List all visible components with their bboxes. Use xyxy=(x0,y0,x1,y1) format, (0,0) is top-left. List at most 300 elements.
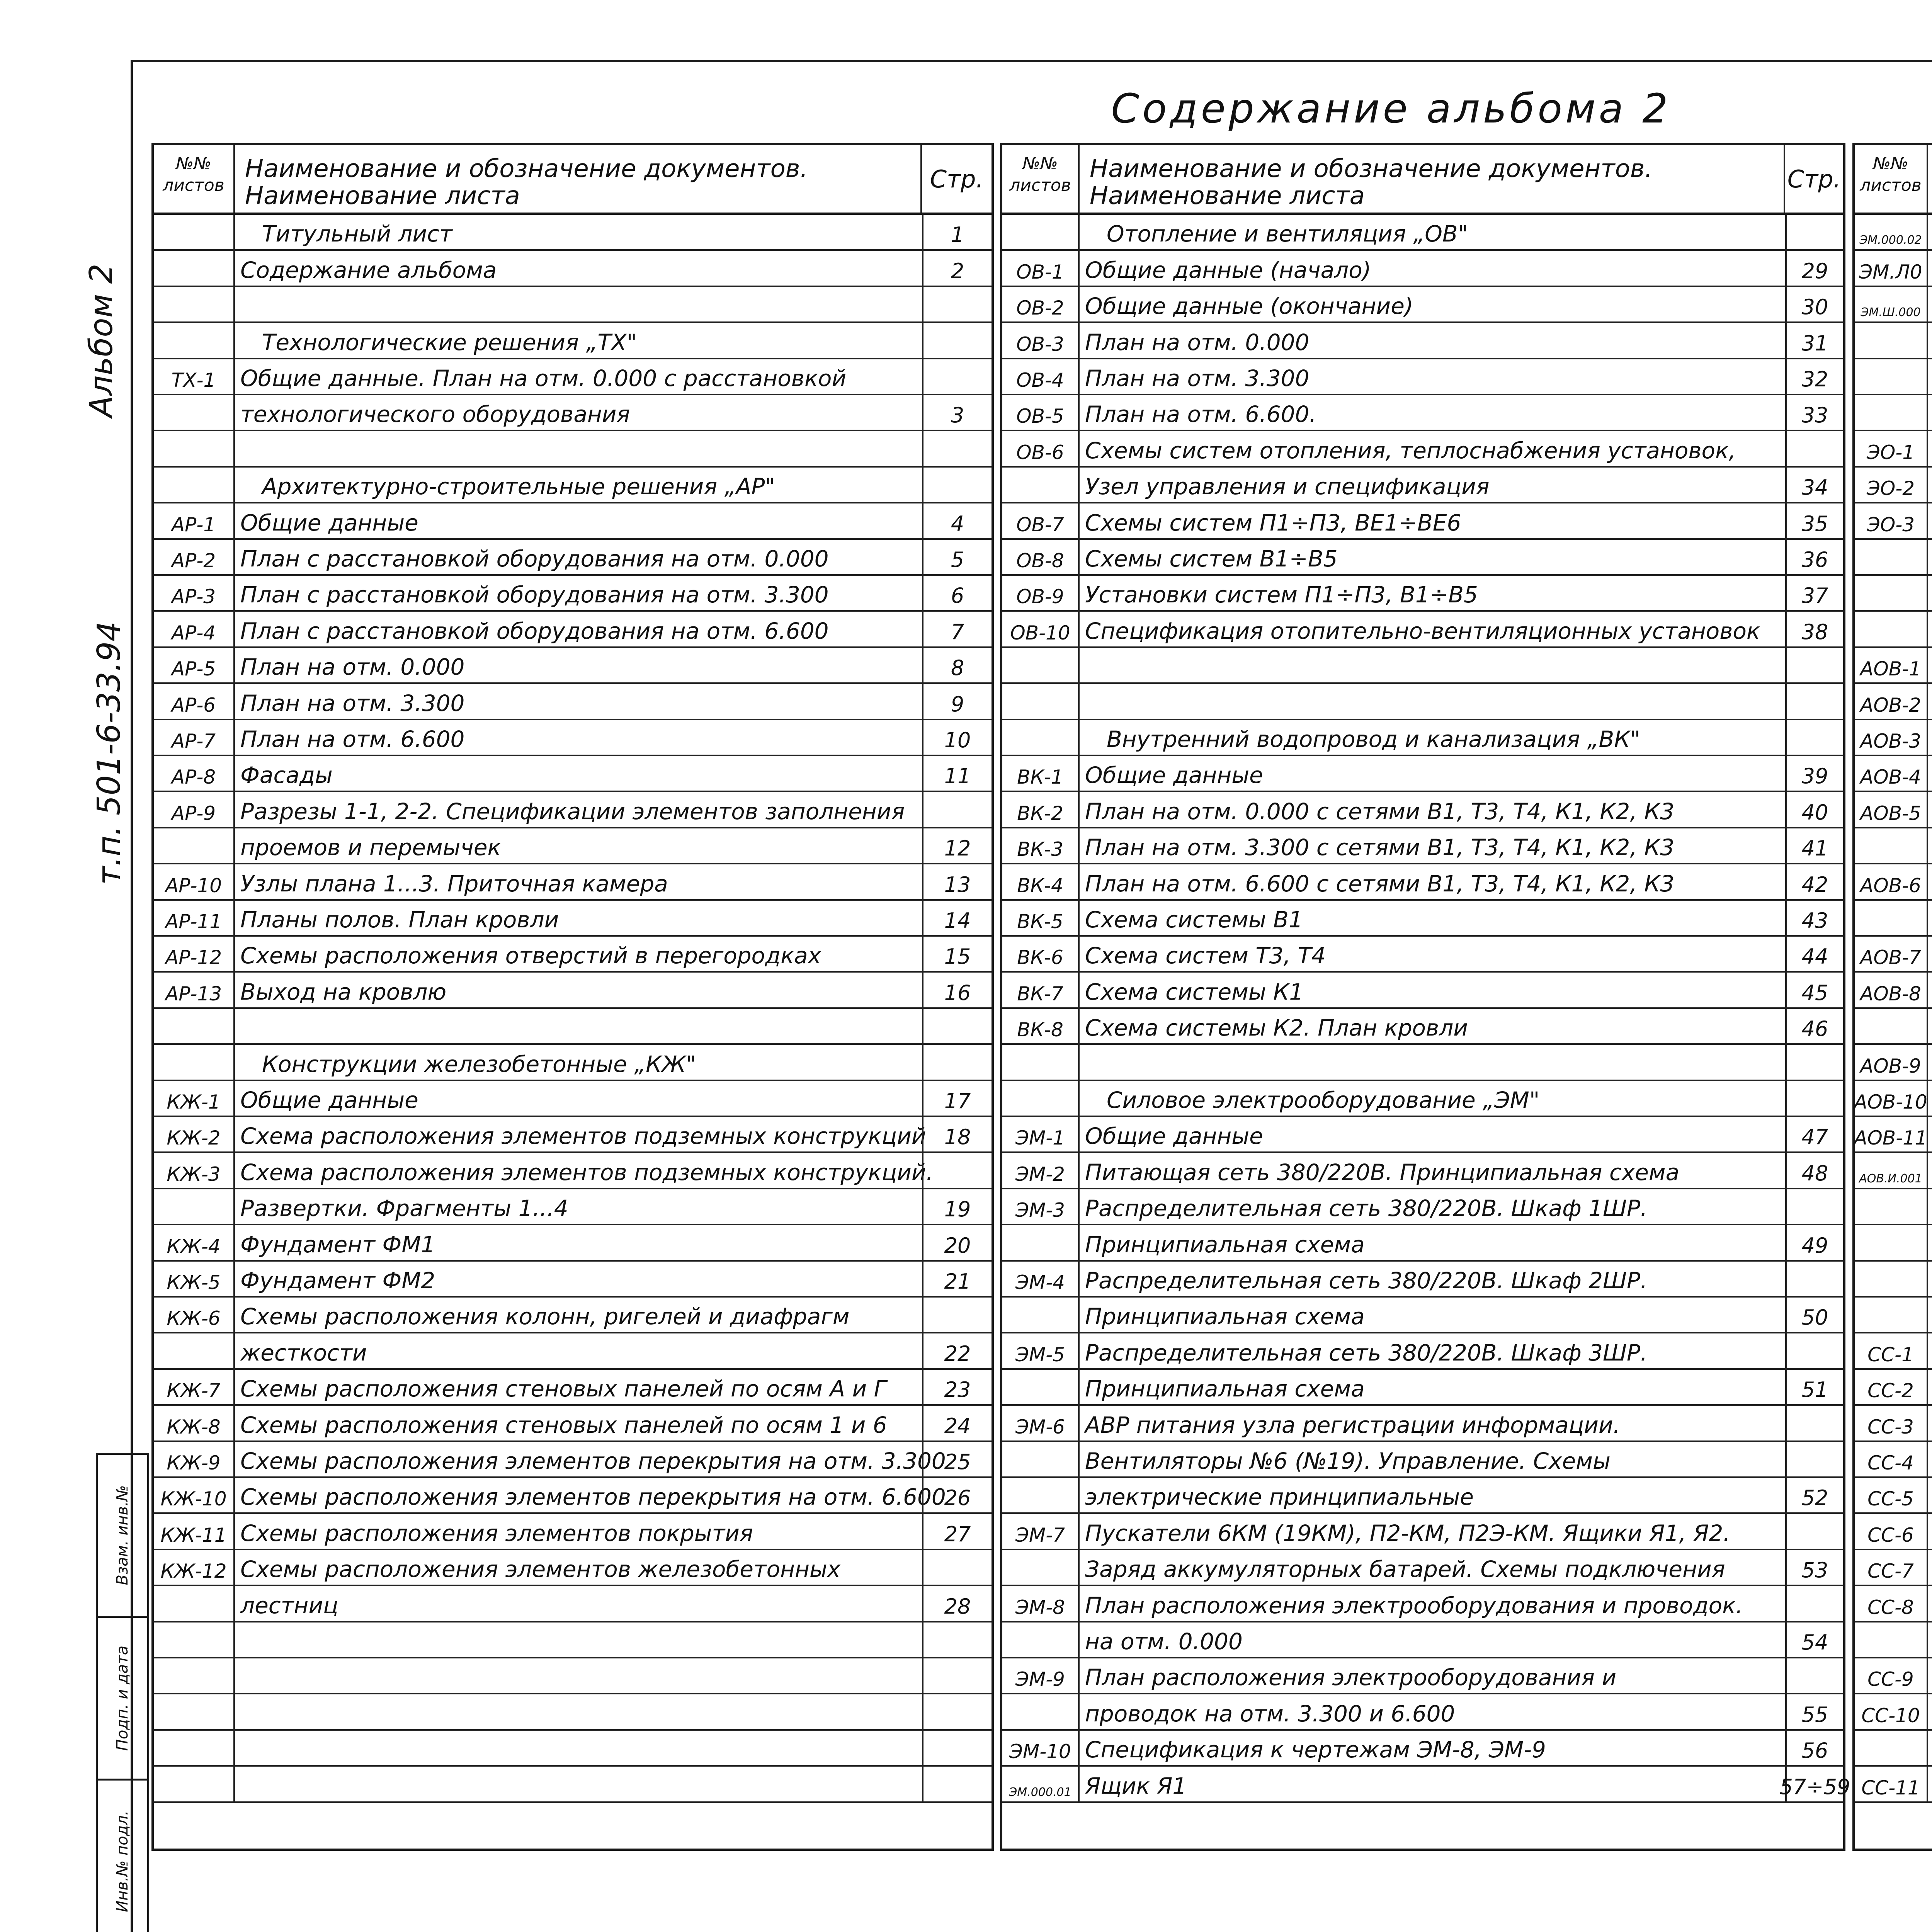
sheet-name: План на отм. 3.300 xyxy=(1085,365,1310,391)
sheet-code: ЭМ.Ш.000 xyxy=(1855,287,1928,321)
sheet-name xyxy=(1928,503,1932,538)
page-ref xyxy=(922,1694,992,1729)
table-row xyxy=(1002,1298,1843,1333)
sheet-code xyxy=(1855,323,1928,357)
table-row xyxy=(1002,1153,1843,1189)
sheet-code xyxy=(1002,1694,1080,1729)
page-ref xyxy=(1785,1586,1843,1621)
page-ref: 42 xyxy=(1785,864,1843,899)
sheet-code: КЖ-5 xyxy=(154,1262,235,1296)
sheet-name xyxy=(1080,1045,1785,1079)
sheet-code xyxy=(154,1189,235,1224)
table-row xyxy=(154,431,992,467)
table-row xyxy=(1855,1406,1932,1442)
sheet-name: Заряд аккумуляторных батарей. Схемы подключения xyxy=(1085,1556,1725,1583)
table-row xyxy=(1855,1009,1932,1045)
sheet-code xyxy=(1855,1262,1928,1296)
table-row xyxy=(154,901,992,937)
table-row xyxy=(1002,1406,1843,1442)
sheet-code xyxy=(1002,1045,1080,1079)
sheet-name: План с расстановкой оборудования на отм. 3.300 xyxy=(240,582,829,608)
section-title-row xyxy=(1002,215,1843,251)
table-row xyxy=(1002,395,1843,431)
table-row xyxy=(1855,937,1932,973)
table-row xyxy=(1855,1442,1932,1478)
table-row xyxy=(1855,1370,1932,1406)
sheet-name xyxy=(1928,612,1932,646)
sheet-name: Распределительная сеть 380/220В. Шкаф 3ШР. xyxy=(1085,1339,1648,1366)
sheet-code: ВК-1 xyxy=(1002,756,1080,791)
sheet-code: АР-5 xyxy=(154,648,235,682)
table-row xyxy=(1855,1333,1932,1369)
page-ref xyxy=(1785,1045,1843,1079)
sheet-name: Силовое электрооборудование „ЭМ" xyxy=(1107,1087,1540,1113)
table-row xyxy=(154,1370,992,1406)
table-row xyxy=(154,937,992,973)
sheet-name: Планы полов. План кровли xyxy=(240,906,559,933)
sheet-code: АР-4 xyxy=(154,612,235,646)
page-ref xyxy=(922,1009,992,1043)
sheet-name xyxy=(1928,1153,1932,1187)
sheet-code: ОВ-3 xyxy=(1002,323,1080,357)
sheet-name: Общие данные xyxy=(240,509,418,536)
sheet-code: АР-11 xyxy=(154,901,235,935)
sheet-name xyxy=(1928,756,1932,791)
table-row xyxy=(1002,468,1843,503)
sheet-code: ВК-4 xyxy=(1002,864,1080,899)
sheet-name xyxy=(235,1009,922,1043)
page-ref xyxy=(922,1550,992,1585)
sheet-name: Схемы систем П1÷П3, ВЕ1÷ВЕ6 xyxy=(1085,509,1461,536)
sheet-name xyxy=(235,1622,922,1657)
sheet-name: Ящик Я1 xyxy=(1085,1772,1187,1799)
page-ref: 3 xyxy=(922,395,992,430)
sheet-code: СС-8 xyxy=(1855,1586,1928,1621)
sheet-code: КЖ-12 xyxy=(154,1550,235,1585)
section-title-row xyxy=(1855,1298,1932,1333)
sheet-name: Схема расположения элементов подземных конструкций xyxy=(240,1123,926,1150)
contents-table-right xyxy=(1852,143,1932,1851)
table-row xyxy=(154,1117,992,1153)
table-row xyxy=(154,503,992,539)
page-ref: 20 xyxy=(922,1225,992,1260)
table-row xyxy=(1002,359,1843,395)
sheet-name: проводок на отм. 3.300 и 6.600 xyxy=(1085,1700,1455,1727)
sheet-code: ОВ-5 xyxy=(1002,395,1080,430)
table-row xyxy=(1855,792,1932,828)
sheet-code: ОВ-6 xyxy=(1002,431,1080,466)
page-ref: 41 xyxy=(1785,828,1843,863)
sheet-name: Схемы расположения элементов перекрытия на отм. 6.600 xyxy=(240,1484,946,1510)
table-row xyxy=(154,973,992,1009)
page-ref: 45 xyxy=(1785,973,1843,1007)
table-row xyxy=(154,1009,992,1045)
page-ref xyxy=(1785,1333,1843,1368)
table-row xyxy=(1855,684,1932,720)
sheet-name: Разрезы 1-1, 2-2. Спецификации элементов заполнения xyxy=(240,798,905,825)
sheet-name: АВР питания узла регистрации информации. xyxy=(1085,1412,1621,1438)
table-row xyxy=(154,1442,992,1478)
sheet-name xyxy=(1928,828,1932,863)
sheet-code xyxy=(154,431,235,466)
sheet-name: План с расстановкой оборудования на отм. 6.600 xyxy=(240,617,829,644)
table-row xyxy=(1855,1478,1932,1514)
sheet-code: ЭМ-8 xyxy=(1002,1586,1080,1621)
table-row xyxy=(1002,1333,1843,1369)
sheet-name: Распределительная сеть 380/220В. Шкаф 1ШР. xyxy=(1085,1195,1648,1222)
page-ref xyxy=(1785,215,1843,249)
sheet-name: Общие данные. План на отм. 0.000 с расстановкой xyxy=(240,365,847,391)
sheet-code xyxy=(154,323,235,357)
page-ref: 4 xyxy=(922,503,992,538)
sheet-code: АОВ-8 xyxy=(1855,973,1928,1007)
sheet-code xyxy=(1855,828,1928,863)
page-ref: 53 xyxy=(1785,1550,1843,1585)
page-ref: 44 xyxy=(1785,937,1843,971)
page-ref: 7 xyxy=(922,612,992,646)
table-row xyxy=(154,1189,992,1225)
sheet-code xyxy=(1855,1189,1928,1224)
page-ref: 11 xyxy=(922,756,992,791)
sheet-name xyxy=(1928,359,1932,394)
table-row xyxy=(154,540,992,576)
section-title-row xyxy=(1002,720,1843,756)
sheet-code xyxy=(154,1767,235,1801)
sheet-name: План на отм. 6.600. xyxy=(1085,401,1316,428)
stamp-cell xyxy=(98,1618,147,1781)
table-row xyxy=(1855,1189,1932,1225)
section-title-row xyxy=(154,215,992,251)
sheet-code: АР-9 xyxy=(154,792,235,827)
sheet-code xyxy=(1002,1442,1080,1476)
sheet-name: Схема системы К1 xyxy=(1085,978,1304,1005)
sheet-name: Схема систем Т3, Т4 xyxy=(1085,942,1326,969)
sheet-name: Выход на кровлю xyxy=(240,978,447,1005)
sheet-code: АР-12 xyxy=(154,937,235,971)
sheet-name: Технологические решения „ТХ" xyxy=(262,329,637,355)
sheet-code: ЭМ-2 xyxy=(1002,1153,1080,1187)
table-row xyxy=(1002,1189,1843,1225)
sheet-code xyxy=(1002,1081,1080,1116)
sheet-code: СС-3 xyxy=(1855,1406,1928,1440)
sheet-code: ОВ-10 xyxy=(1002,612,1080,646)
sheet-name: Схема системы В1 xyxy=(1085,906,1303,933)
page-ref: 6 xyxy=(922,576,992,610)
table-row xyxy=(154,1153,992,1189)
table-row xyxy=(1002,792,1843,828)
sheet-code: ОВ-1 xyxy=(1002,251,1080,285)
sheet-name: Спецификация к чертежам ЭМ-8, ЭМ-9 xyxy=(1085,1736,1546,1763)
contents-table-middle xyxy=(1000,143,1850,1851)
sheet-code: АР-6 xyxy=(154,684,235,718)
page-ref: 29 xyxy=(1785,251,1843,285)
sheet-name: План расположения электрооборудования и проводок. xyxy=(1085,1592,1743,1619)
page-ref xyxy=(1785,1514,1843,1548)
sheet-code: АОВ.И.001 xyxy=(1855,1153,1928,1187)
sheet-code: КЖ-11 xyxy=(154,1514,235,1548)
sheet-code: КЖ-3 xyxy=(154,1153,235,1187)
sheet-code xyxy=(154,1009,235,1043)
table-row xyxy=(1855,1731,1932,1767)
sheet-code xyxy=(1855,1731,1928,1765)
sheet-name: Титульный лист xyxy=(262,221,452,247)
sheet-name: Узлы плана 1...3. Приточная камера xyxy=(240,870,668,897)
table-row xyxy=(154,1298,992,1333)
sheet-code xyxy=(154,287,235,321)
page-ref: 56 xyxy=(1785,1731,1843,1765)
table-header xyxy=(154,145,992,215)
table-row xyxy=(1002,251,1843,287)
sheet-code: ВК-2 xyxy=(1002,792,1080,827)
sheet-code xyxy=(154,828,235,863)
page-ref xyxy=(1785,1658,1843,1693)
sheet-name xyxy=(1928,1370,1932,1404)
sheet-code: СС-5 xyxy=(1855,1478,1928,1512)
sheet-code xyxy=(154,468,235,502)
table-row xyxy=(1002,973,1843,1009)
page-ref xyxy=(922,1658,992,1693)
sheet-code xyxy=(1855,901,1928,935)
sheet-code xyxy=(1002,468,1080,502)
table-row xyxy=(154,612,992,648)
page-ref xyxy=(922,287,992,321)
page-ref: 55 xyxy=(1785,1694,1843,1729)
sheet-code: ЭМ-10 xyxy=(1002,1731,1080,1765)
sheet-code xyxy=(1002,684,1080,718)
table-row xyxy=(1855,864,1932,900)
sheet-code: ЭМ-9 xyxy=(1002,1658,1080,1693)
sheet-code: АР-8 xyxy=(154,756,235,791)
page-ref: 35 xyxy=(1785,503,1843,538)
page-ref: 14 xyxy=(922,901,992,935)
sheet-code: КЖ-6 xyxy=(154,1298,235,1332)
page-ref xyxy=(1785,1442,1843,1476)
sheet-name xyxy=(1928,1622,1932,1657)
sheet-code: ЭМ-1 xyxy=(1002,1117,1080,1151)
page-ref xyxy=(1785,720,1843,755)
page-ref: 46 xyxy=(1785,1009,1843,1043)
page-ref: 37 xyxy=(1785,576,1843,610)
table-row xyxy=(154,1081,992,1117)
sheet-name: Конструкции железобетонные „КЖ" xyxy=(262,1051,696,1077)
table-row xyxy=(1855,973,1932,1009)
sheet-code: АР-13 xyxy=(154,973,235,1007)
table-row xyxy=(154,576,992,612)
table-row xyxy=(154,1694,992,1730)
sheet-code xyxy=(154,1658,235,1693)
sheet-name: Спецификация отопительно-вентиляционных установок xyxy=(1085,617,1760,644)
page-ref: 30 xyxy=(1785,287,1843,321)
table-row xyxy=(154,359,992,395)
sheet-name: План на отм. 0.000 xyxy=(1085,329,1310,355)
sheet-code xyxy=(154,1045,235,1079)
sheet-name: Общие данные xyxy=(240,1087,418,1113)
table-row xyxy=(154,1225,992,1261)
table-row xyxy=(154,1731,992,1767)
sheet-name xyxy=(235,287,922,321)
sheet-name: Пускатели 6КМ (19КМ), П2-КМ, П2Э-КМ. Ящики Я1, Я2. xyxy=(1085,1520,1730,1546)
sheet-code xyxy=(1002,720,1080,755)
sheet-name xyxy=(1928,720,1932,755)
sheet-name xyxy=(1928,901,1932,935)
page-ref: 8 xyxy=(922,648,992,682)
sheet-code: АР-7 xyxy=(154,720,235,755)
page-ref xyxy=(922,431,992,466)
sheet-code xyxy=(1002,1225,1080,1260)
section-title-row xyxy=(154,323,992,359)
sheet-name xyxy=(1928,1586,1932,1621)
page-ref xyxy=(1785,684,1843,718)
sheet-name xyxy=(1080,684,1785,718)
page-ref xyxy=(922,468,992,502)
sheet-code: КЖ-8 xyxy=(154,1406,235,1440)
table-row xyxy=(154,287,992,323)
table-row xyxy=(1855,1514,1932,1550)
sheet-code: СС-7 xyxy=(1855,1550,1928,1585)
sheet-code: СС-4 xyxy=(1855,1442,1928,1476)
table-row xyxy=(1002,1694,1843,1730)
sheet-name xyxy=(1928,1658,1932,1693)
table-row xyxy=(1002,287,1843,323)
table-row xyxy=(1855,1081,1932,1117)
table-row xyxy=(154,1333,992,1369)
table-row xyxy=(1855,1586,1932,1622)
sheet-code: ОВ-7 xyxy=(1002,503,1080,538)
sheet-code: ОВ-8 xyxy=(1002,540,1080,574)
sheet-code: ОВ-9 xyxy=(1002,576,1080,610)
sheet-name: Схема системы К2. План кровли xyxy=(1085,1015,1468,1041)
sheet-name xyxy=(1928,1081,1932,1116)
stamp-block xyxy=(96,1453,149,1932)
page-title: Содержание альбома 2 xyxy=(1111,85,1671,132)
table-row xyxy=(1855,1694,1932,1730)
table-row xyxy=(1002,612,1843,648)
sheet-name: План на отм. 6.600 xyxy=(240,726,465,752)
sheet-code: АОВ-6 xyxy=(1855,864,1928,899)
table-row xyxy=(154,756,992,792)
sheet-name: электрические принципиальные xyxy=(1085,1484,1474,1510)
header-name-line2: Наименование листа xyxy=(245,182,520,210)
sheet-name: Схемы расположения стеновых панелей по осям 1 и 6 xyxy=(240,1412,887,1438)
table-row xyxy=(1855,1550,1932,1586)
table-row xyxy=(1855,359,1932,395)
sheet-code: ЭО-1 xyxy=(1855,431,1928,466)
page-ref: 1 xyxy=(922,215,992,249)
sheet-code xyxy=(1002,1550,1080,1585)
sheet-name xyxy=(1928,1333,1932,1368)
sheet-code xyxy=(1002,1298,1080,1332)
page-ref: 52 xyxy=(1785,1478,1843,1512)
table-row xyxy=(1855,648,1932,684)
page-ref xyxy=(922,1045,992,1079)
sheet-code xyxy=(154,251,235,285)
table-row xyxy=(1002,1550,1843,1586)
sheet-code: АОВ-9 xyxy=(1855,1045,1928,1079)
table-row xyxy=(1855,1658,1932,1694)
sheet-code xyxy=(1002,648,1080,682)
page-ref: 5 xyxy=(922,540,992,574)
table-row xyxy=(1002,503,1843,539)
sheet-code: АОВ-4 xyxy=(1855,756,1928,791)
table-row xyxy=(1002,1225,1843,1261)
page-ref: 18 xyxy=(922,1117,992,1151)
page-ref: 26 xyxy=(922,1478,992,1512)
sheet-code: КЖ-10 xyxy=(154,1478,235,1512)
sheet-code: ОВ-2 xyxy=(1002,287,1080,321)
page-ref: 57÷59 xyxy=(1785,1767,1843,1801)
page-ref xyxy=(922,1731,992,1765)
sheet-name: Архитектурно-строительные решения „АР" xyxy=(262,473,776,500)
page-ref: 13 xyxy=(922,864,992,899)
sheet-code: АОВ-3 xyxy=(1855,720,1928,755)
sheet-name xyxy=(1928,287,1932,321)
sheet-code: АОВ-2 xyxy=(1855,684,1928,718)
page-ref xyxy=(1785,1081,1843,1116)
section-title-row xyxy=(154,1045,992,1081)
table-row xyxy=(1855,1045,1932,1081)
sheet-code: ВК-3 xyxy=(1002,828,1080,863)
table-row xyxy=(1855,540,1932,576)
table-row xyxy=(1002,431,1843,467)
table-row xyxy=(154,1767,992,1803)
table-row xyxy=(1855,720,1932,756)
table-row xyxy=(1002,1045,1843,1081)
table-row xyxy=(154,1550,992,1586)
page-ref xyxy=(922,792,992,827)
sheet-code: АОВ-1 xyxy=(1855,648,1928,682)
sheet-name xyxy=(1928,1117,1932,1151)
page-ref: 34 xyxy=(1785,468,1843,502)
sheet-name: Принципиальная схема xyxy=(1085,1231,1365,1258)
section-title-row xyxy=(1855,395,1932,431)
sheet-name xyxy=(1928,1478,1932,1512)
sheet-code xyxy=(154,215,235,249)
table-row xyxy=(154,395,992,431)
sheet-name: Схемы систем отопления, теплоснабжения установок, xyxy=(1085,437,1736,464)
table-row xyxy=(1002,1370,1843,1406)
sheet-name xyxy=(1928,1298,1932,1332)
page-ref: 24 xyxy=(922,1406,992,1440)
sheet-name xyxy=(1928,323,1932,357)
sheet-code xyxy=(1855,1298,1928,1332)
header-code: №№ листов xyxy=(154,145,235,213)
sheet-code: АР-3 xyxy=(154,576,235,610)
sheet-code: ЭО-3 xyxy=(1855,503,1928,538)
sheet-code: АР-10 xyxy=(154,864,235,899)
sheet-name xyxy=(1928,1767,1932,1801)
page-ref: 2 xyxy=(922,251,992,285)
sheet-code: ТХ-1 xyxy=(154,359,235,394)
header-code: №№ листов xyxy=(1002,145,1080,213)
table-row xyxy=(1002,1117,1843,1153)
page-ref xyxy=(922,1153,992,1187)
sheet-name xyxy=(1928,395,1932,430)
page-ref: 19 xyxy=(922,1189,992,1224)
sheet-name: Распределительная сеть 380/220В. Шкаф 2ШР. xyxy=(1085,1267,1648,1294)
sheet-code: СС-1 xyxy=(1855,1333,1928,1368)
page-ref xyxy=(922,1767,992,1801)
sheet-code: СС-9 xyxy=(1855,1658,1928,1693)
page-ref: 54 xyxy=(1785,1622,1843,1657)
sheet-name xyxy=(1928,684,1932,718)
sheet-name xyxy=(1928,251,1932,285)
table-row xyxy=(154,1406,992,1442)
header-name-line2: Наименование листа xyxy=(1090,182,1365,210)
stamp-text: Взам. инв.№ xyxy=(114,1485,131,1585)
page-ref xyxy=(922,1622,992,1657)
page-ref: 51 xyxy=(1785,1370,1843,1404)
project-number: т.п. 501-6-33.94 xyxy=(91,621,128,885)
